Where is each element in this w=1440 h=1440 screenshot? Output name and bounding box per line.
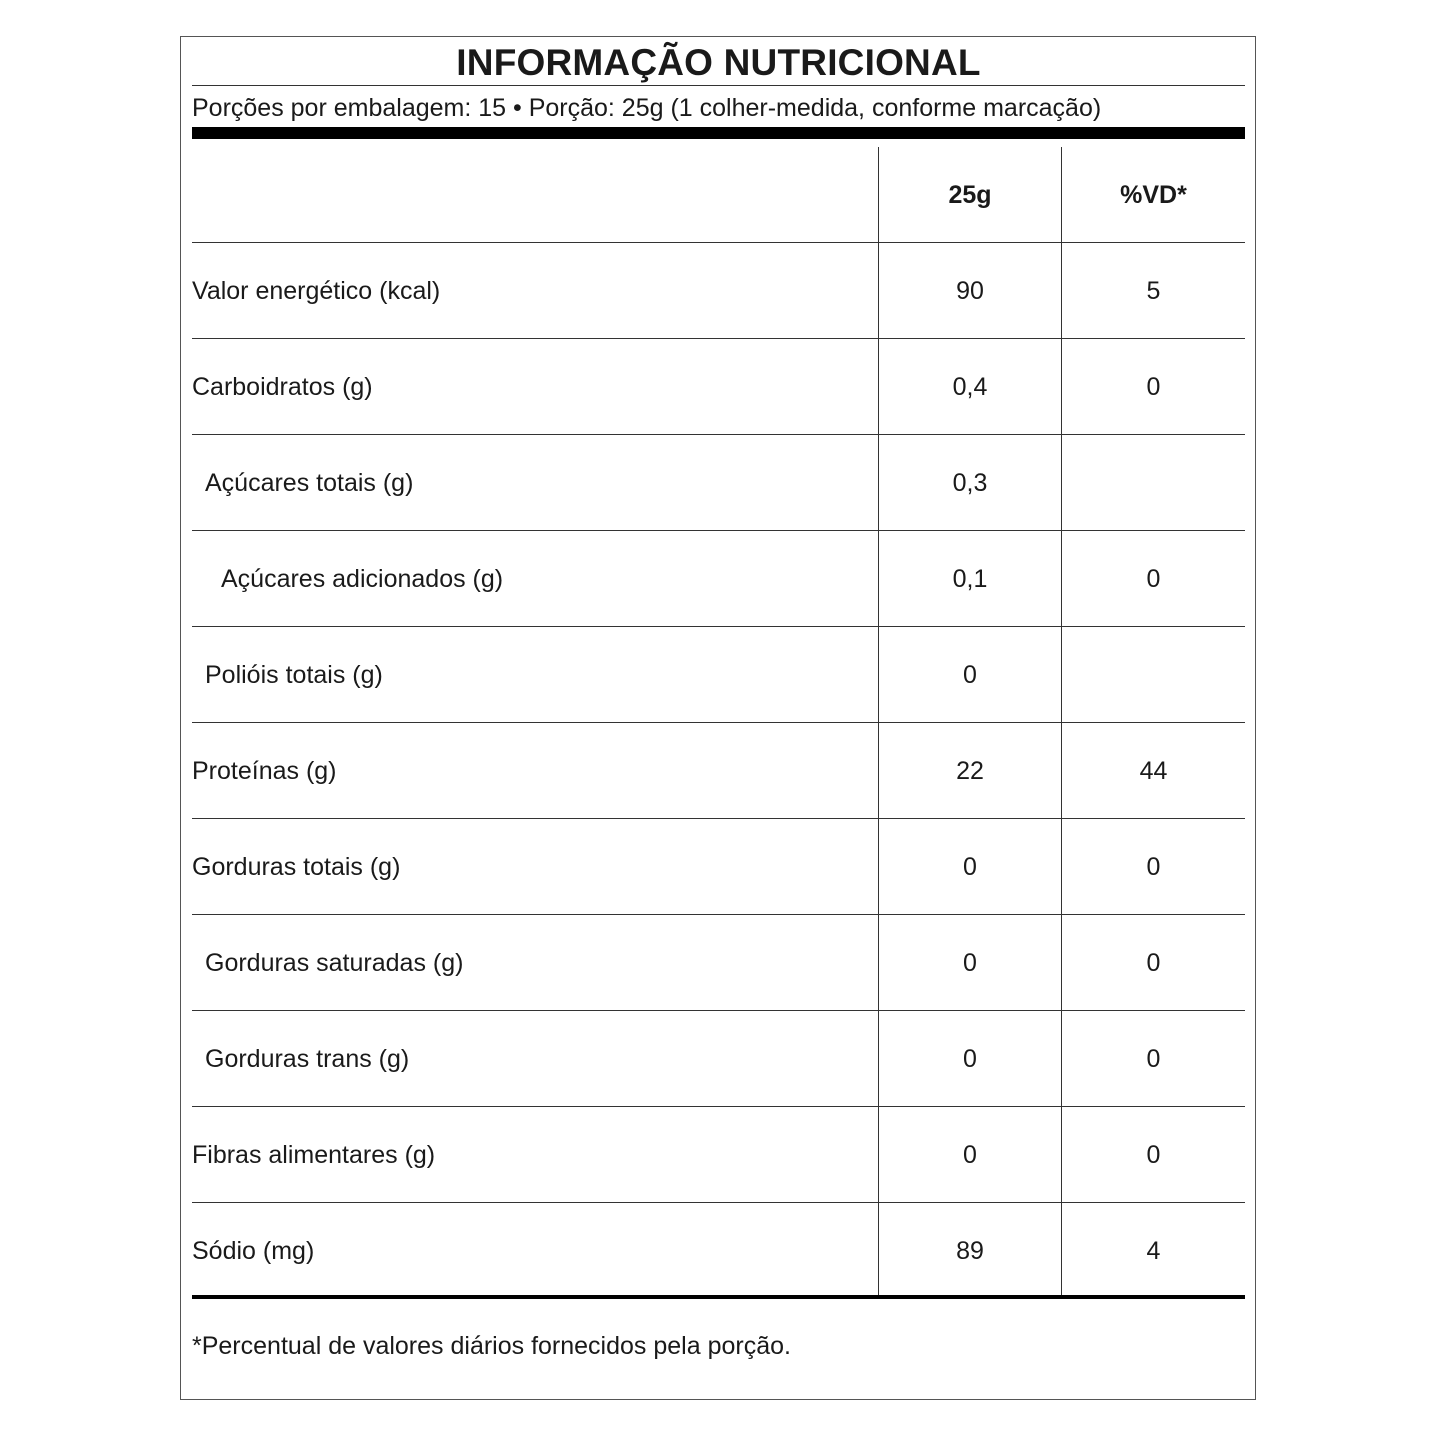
vd-cell: 0 <box>1146 948 1161 977</box>
table-row <box>192 723 1245 819</box>
nutrition-table <box>192 147 1245 1297</box>
vd-cell: 0 <box>1146 372 1161 401</box>
header-nutrient-cell <box>192 147 878 243</box>
nutrient-name-cell: Gorduras totais (g) <box>192 852 401 881</box>
vd-cell: 0 <box>1146 564 1161 593</box>
nutrient-name-cell: Valor energético (kcal) <box>192 276 441 305</box>
table-row <box>192 1203 1245 1299</box>
nutrient-name-cell: Sódio (mg) <box>192 1236 315 1265</box>
amount-cell: 0 <box>963 1140 977 1169</box>
amount-cell: 89 <box>956 1236 984 1265</box>
table-row <box>192 627 1245 723</box>
nutrient-name-cell: Fibras alimentares (g) <box>192 1140 436 1169</box>
vd-cell: 5 <box>1146 276 1161 305</box>
table-header-row <box>192 147 1245 243</box>
table-row <box>192 819 1245 915</box>
table-row <box>192 915 1245 1011</box>
amount-cell: 90 <box>956 276 984 305</box>
thick-divider <box>192 127 1245 139</box>
title-divider <box>192 85 1245 86</box>
header-vd-cell: %VD* <box>1120 180 1187 209</box>
vd-cell <box>1062 627 1245 723</box>
serving-info: Porções por embalagem: 15 • Porção: 25g (1 colher-medida, conforme marcação) <box>192 94 1102 122</box>
amount-cell: 22 <box>956 756 984 785</box>
vd-cell: 0 <box>1146 1044 1161 1073</box>
table-row <box>192 435 1245 531</box>
label-title: INFORMAÇÃO NUTRICIONAL <box>456 42 981 83</box>
footnote: *Percentual de valores diários fornecidos pela porção. <box>192 1332 791 1360</box>
nutrient-name-cell: Gorduras saturadas (g) <box>205 948 464 977</box>
nutrient-name-cell: Açúcares totais (g) <box>205 468 414 497</box>
amount-cell: 0,3 <box>952 468 988 497</box>
nutrient-name-cell: Açúcares adicionados (g) <box>221 564 504 593</box>
amount-cell: 0 <box>963 852 977 881</box>
vd-cell: 44 <box>1139 756 1168 785</box>
header-amount-cell: 25g <box>948 180 992 209</box>
label-content <box>192 37 1245 1399</box>
vd-cell <box>1062 435 1245 531</box>
nutrition-facts-label <box>180 36 1256 1400</box>
amount-cell: 0 <box>963 948 977 977</box>
bottom-divider <box>192 1295 1245 1299</box>
nutrient-name-cell: Gorduras trans (g) <box>205 1044 410 1073</box>
vd-cell: 0 <box>1146 852 1161 881</box>
table-row <box>192 531 1245 627</box>
table-row <box>192 1011 1245 1107</box>
vd-cell: 0 <box>1146 1140 1161 1169</box>
amount-cell: 0,1 <box>952 564 988 593</box>
table-row <box>192 243 1245 339</box>
amount-cell: 0 <box>963 660 977 689</box>
amount-cell: 0 <box>963 1044 977 1073</box>
vd-cell: 4 <box>1146 1236 1161 1265</box>
nutrient-name-cell: Polióis totais (g) <box>205 660 383 689</box>
nutrient-name-cell: Proteínas (g) <box>192 756 337 785</box>
table-row <box>192 1107 1245 1203</box>
nutrient-name-cell: Carboidratos (g) <box>192 372 373 401</box>
amount-cell: 0,4 <box>952 372 988 401</box>
table-row <box>192 339 1245 435</box>
